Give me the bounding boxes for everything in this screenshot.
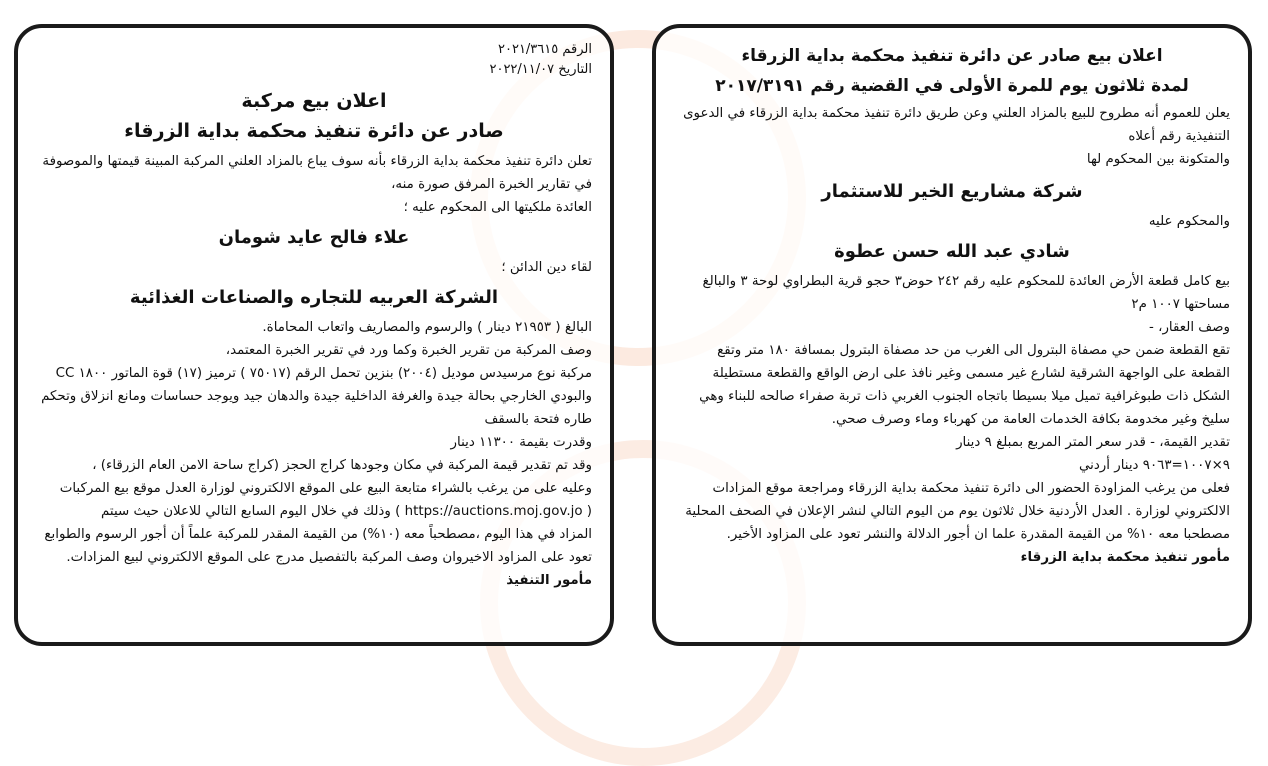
notice-title: اعلان بيع صادر عن دائرة تنفيذ محكمة بداية الزرقاء	[741, 46, 1163, 66]
notice-paragraph: والمتكونة بين المحكوم لها	[1086, 152, 1230, 167]
notice-paragraph-url: ( https://auctions.moj.gov.jo ) وذلك في خلال اليوم السابع التالي للاعلان حيث سيتم	[101, 504, 592, 519]
notice-title: اعلان بيع مركبة	[241, 90, 387, 112]
auction-url-link[interactable]: https://auctions.moj.gov.jo	[404, 504, 583, 519]
vehicle-sale-notice	[14, 24, 614, 646]
signature: مأمور التنفيذ	[506, 573, 592, 588]
creditor-name: شركة مشاريع الخير للاستثمار	[821, 181, 1083, 202]
notice-paragraph: تقع القطعة ضمن حي مصفاة البترول الى الغرب من حد مصفاة البترول بمسافة ١٨٠ متر وتقع القطعة على الواجهة الشرقية لشارع غير مسمى وغير نافذ على ارض الواقع والقطعة مستطيلة الشكل ذات طبوغرافية تميل ميلا بسيطا باتجاه الجنوب الغربي ذات تربة صفراء صالحه للبناء وهي سليخ وغير مخدومة بكافة الخدمات العامة من كهرباء وماء وصرف صحي.	[699, 343, 1230, 427]
debtor-name: علاء فالح عايد شومان	[218, 227, 410, 248]
notice-paragraph: والمحكوم عليه	[1148, 214, 1230, 229]
notice-date: التاريخ ٢٠٢٢/١١/٠٧	[489, 62, 592, 77]
notice-paragraph: مركبة نوع مرسيدس موديل (٢٠٠٤) بنزين تحمل الرقم (٧٥٠١٧ ) ترميز (١٧) قوة الماتور ١٨٠٠ CC	[55, 366, 592, 381]
notice-subtitle: صادر عن دائرة تنفيذ محكمة بداية الزرقاء	[124, 120, 504, 142]
notice-paragraph: تعلن دائرة تنفيذ محكمة بداية الزرقاء بأنه سوف يباع بالمزاد العلني المركبة المبينة قيمتها والموصوفة في تقارير الخبرة المرفق صورة منه،	[42, 154, 592, 192]
notice-paragraph: وعليه على من يرغب بالشراء متابعة البيع على الموقع الالكتروني لوزارة العدل موقع بيع المركبات	[59, 481, 592, 496]
notice-paragraph: وقد تم تقدير قيمة المركبة في مكان وجودها كراج الحجز (كراج ساحة الامن العام الزرقاء) ،	[92, 458, 592, 473]
notice-paragraph: وصف المركبة من تقرير الخبرة وكما ورد في تقرير الخبرة المعتمد،	[225, 343, 592, 358]
reference-number: الرقم ٢٠٢١/٣٦١٥	[498, 42, 592, 57]
notice-paragraph: لقاء دين الدائن ؛	[501, 260, 592, 275]
notice-paragraph: ٩×١٠٠٧=٩٠٦٣ دينار أردني	[1078, 458, 1230, 473]
land-sale-notice	[652, 24, 1252, 646]
notice-subtitle: لمدة ثلاثون يوم للمرة الأولى في القضية رقم ٢٠١٧/٣١٩١	[715, 76, 1189, 96]
creditor-name: الشركة العربيه للتجاره والصناعات الغذائية	[129, 287, 499, 308]
notice-paragraph: العائدة ملكيتها الى المحكوم عليه ؛	[403, 200, 592, 215]
notice-paragraph: المزاد في هذا اليوم ،مصطحباً معه (١٠%) من القيمة المقدر للمركبة علماً أن أجور الرسوم والطوابع تعود على المزاود الاخيروان وصف المركبة بالتفصيل مدرج على الموقع الالكتروني لبيع المزادات.	[44, 527, 592, 565]
notice-paragraph: البالغ ( ٢١٩٥٣ دينار ) والرسوم والمصاريف واتعاب المحاماة.	[262, 320, 592, 335]
notice-paragraph: وقدرت بقيمة ١١٣٠٠ دينار	[450, 435, 592, 450]
signature: مأمور تنفيذ محكمة بداية الزرقاء	[1020, 550, 1230, 565]
notice-paragraph: يعلن للعموم أنه مطروح للبيع بالمزاد العلني وعن طريق دائرة تنفيذ محكمة بداية الزرقاء في الدعوى التنفيذية رقم أعلاه	[683, 106, 1230, 144]
notice-paragraph: والبودي الخارجي بحالة جيدة والغرفة الداخلية جيدة والدهان جيد ويوجد حساسات ومانع انزلاق وتحكم طاره فتحة بالسقف	[41, 389, 592, 427]
debtor-name: شادي عبد الله حسن عطوة	[834, 241, 1070, 262]
notice-paragraph: تقدير القيمة، - قدر سعر المتر المربع بمبلغ ٩ دينار	[956, 435, 1230, 450]
notice-paragraph: فعلى من يرغب المزاودة الحضور الى دائرة تنفيذ محكمة بداية الزرقاء ومراجعة موقع المزادات الالكتروني لوزارة . العدل الأردنية خلال ثلاثون يوم من اليوم التالي لنشر الإعلان في الصحف المحلية مصطحبا معه ١٠% من القيمة المقدرة علما ان أجور الدلالة والنشر تعود على المزاود الأخير.	[685, 481, 1230, 542]
notice-paragraph: وصف العقار، -	[1149, 320, 1230, 335]
notice-paragraph: بيع كامل قطعة الأرض العائدة للمحكوم عليه رقم ٢٤٢ حوض٣ حجو قرية البطراوي لوحة ٣ والبالغ مساحتها ١٠٠٧ م٢	[702, 274, 1230, 312]
